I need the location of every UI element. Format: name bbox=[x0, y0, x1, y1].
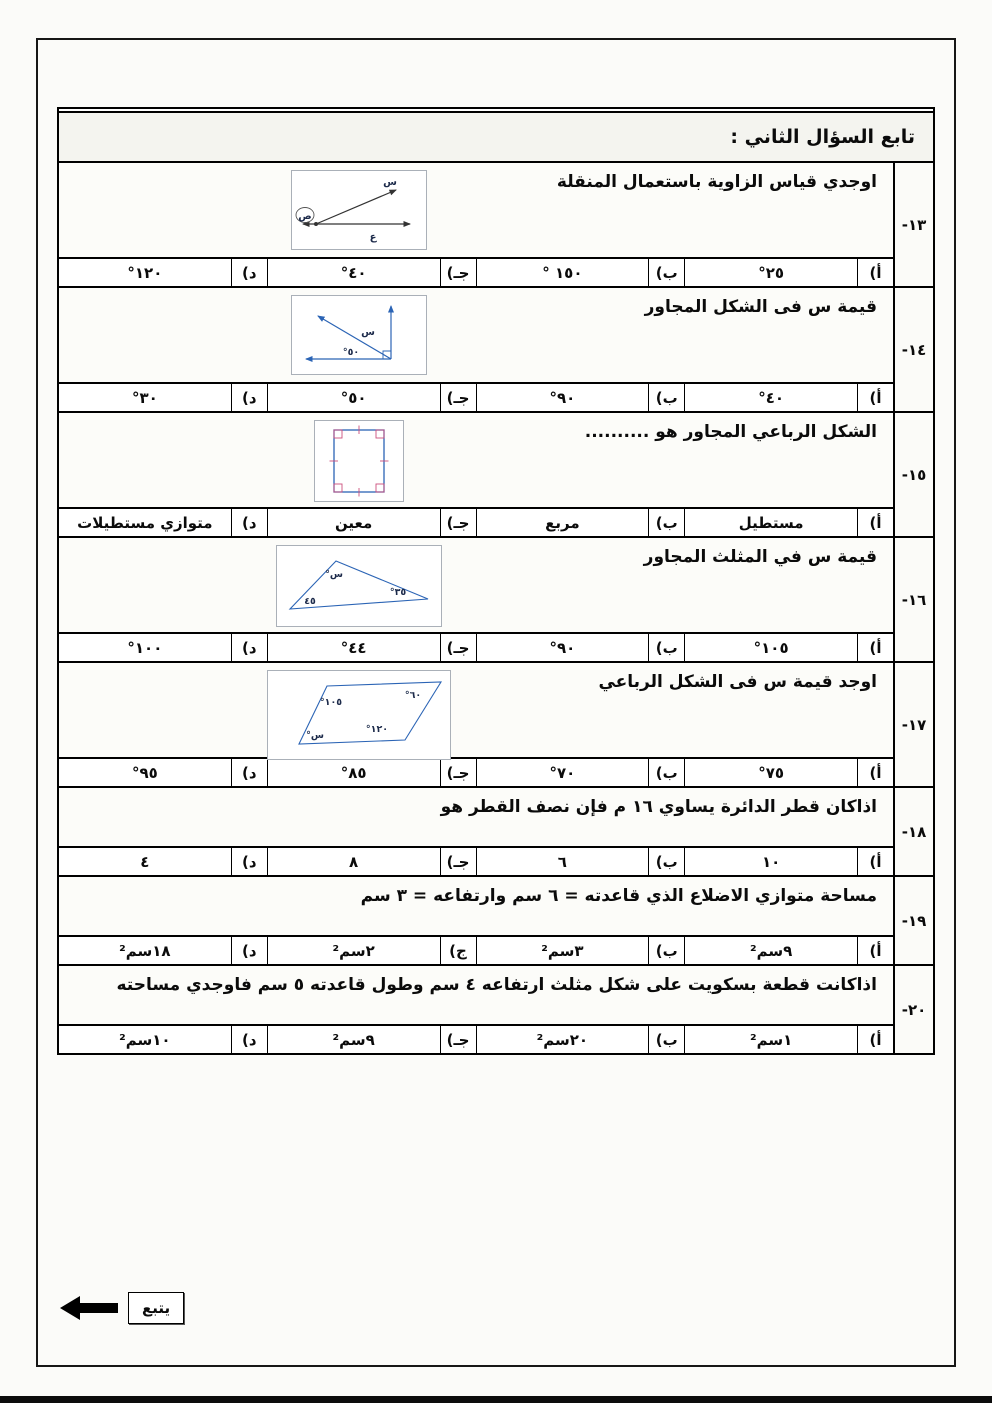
answer-option[interactable] bbox=[477, 759, 686, 786]
answer-option[interactable] bbox=[59, 634, 268, 661]
option-label: أ) bbox=[857, 937, 893, 964]
question-block bbox=[59, 538, 933, 663]
option-label: د) bbox=[231, 384, 267, 411]
option-label: أ) bbox=[857, 509, 893, 536]
answer-option[interactable] bbox=[477, 634, 686, 661]
question-text: اوجد قيمة س فى الشكل الرباعي bbox=[598, 672, 877, 692]
question-main bbox=[59, 663, 893, 786]
question-main bbox=[59, 966, 893, 1053]
svg-text:٤٥: ٤٥ bbox=[304, 596, 316, 607]
question-text: اوجدي قياس الزاوية باستعمال المنقلة bbox=[556, 172, 877, 192]
svg-text:°س: °س bbox=[325, 569, 343, 580]
question-main bbox=[59, 288, 893, 411]
question-body bbox=[59, 877, 893, 935]
option-value: ١٢٠° bbox=[127, 263, 163, 282]
exam-table bbox=[57, 107, 935, 1055]
option-label: د) bbox=[231, 937, 267, 964]
option-label: جـ) bbox=[440, 509, 476, 536]
svg-text:°س: °س bbox=[306, 730, 324, 741]
option-value: ٤٠° bbox=[758, 388, 785, 407]
option-value: مربع bbox=[545, 513, 580, 532]
option-label: د) bbox=[231, 259, 267, 286]
option-value: ٤٠° bbox=[340, 263, 367, 282]
option-label: د) bbox=[231, 509, 267, 536]
option-value: ٣سم² bbox=[541, 941, 584, 960]
answer-option[interactable] bbox=[477, 848, 686, 875]
option-value: ١٥٠ ° bbox=[542, 263, 583, 282]
question-body bbox=[59, 163, 893, 257]
question-diagram-angle-rays bbox=[291, 170, 427, 250]
question-body bbox=[59, 538, 893, 632]
answer-option[interactable] bbox=[685, 759, 893, 786]
option-label: ب) bbox=[648, 1026, 684, 1053]
question-diagram-angle-x bbox=[291, 295, 427, 375]
footer bbox=[60, 1292, 184, 1324]
svg-text:س: س bbox=[383, 177, 397, 188]
question-block bbox=[59, 788, 933, 877]
options-row bbox=[59, 382, 893, 411]
options-row bbox=[59, 757, 893, 786]
answer-option[interactable] bbox=[268, 384, 477, 411]
answer-option[interactable] bbox=[268, 634, 477, 661]
question-main bbox=[59, 163, 893, 286]
option-value: ١٠سم² bbox=[119, 1030, 171, 1049]
svg-text:°١٠٥: °١٠٥ bbox=[319, 697, 343, 708]
question-body bbox=[59, 288, 893, 382]
question-number: -١٣ bbox=[893, 163, 933, 286]
option-value: ٩٠° bbox=[549, 638, 576, 657]
answer-option[interactable] bbox=[685, 384, 893, 411]
option-value: ١٠٥° bbox=[753, 638, 789, 657]
question-block bbox=[59, 663, 933, 788]
options-row bbox=[59, 1024, 893, 1053]
question-diagram-triangle bbox=[276, 545, 442, 627]
option-value: ٧٠° bbox=[549, 763, 576, 782]
answer-option[interactable] bbox=[59, 759, 268, 786]
question-number: -١٤ bbox=[893, 288, 933, 411]
question-block bbox=[59, 163, 933, 288]
option-label: ب) bbox=[648, 848, 684, 875]
section-header bbox=[59, 113, 933, 163]
option-value: معين bbox=[334, 513, 373, 532]
option-label: أ) bbox=[857, 259, 893, 286]
answer-option[interactable] bbox=[268, 759, 477, 786]
question-body bbox=[59, 966, 893, 1024]
question-text: الشكل الرباعي المجاور هو .......... bbox=[584, 422, 877, 442]
option-label: جـ) bbox=[440, 384, 476, 411]
option-value: ٨ bbox=[349, 852, 359, 871]
option-value: ٩٥° bbox=[131, 763, 158, 782]
option-value: ٢سم² bbox=[332, 941, 375, 960]
option-label: أ) bbox=[857, 848, 893, 875]
question-block bbox=[59, 877, 933, 966]
question-text: اذاكان قطر الدائرة يساوي ١٦ م فإن نصف القطر هو bbox=[440, 797, 877, 817]
option-value: مستطيل bbox=[738, 513, 804, 532]
answer-option[interactable] bbox=[685, 259, 893, 286]
answer-option[interactable] bbox=[268, 509, 477, 536]
question-body bbox=[59, 413, 893, 507]
question-main bbox=[59, 413, 893, 536]
option-value: ١٠ bbox=[761, 852, 781, 871]
option-label: أ) bbox=[857, 759, 893, 786]
option-label: ب) bbox=[648, 384, 684, 411]
option-label: أ) bbox=[857, 634, 893, 661]
page-bottom-edge bbox=[0, 1396, 992, 1403]
answer-option[interactable] bbox=[59, 384, 268, 411]
options-row bbox=[59, 507, 893, 536]
answer-option[interactable] bbox=[685, 509, 893, 536]
svg-text:°١٢٠: °١٢٠ bbox=[365, 724, 389, 735]
option-value: ٧٥° bbox=[758, 763, 785, 782]
option-label: د) bbox=[231, 634, 267, 661]
answer-option[interactable] bbox=[268, 848, 477, 875]
option-label: د) bbox=[231, 848, 267, 875]
answer-option[interactable] bbox=[685, 848, 893, 875]
option-label: ج) bbox=[440, 937, 476, 964]
question-number: -١٩ bbox=[893, 877, 933, 964]
option-label: جـ) bbox=[440, 759, 476, 786]
option-value: ٤٤° bbox=[340, 638, 367, 657]
svg-text:°٦٠: °٦٠ bbox=[404, 690, 422, 701]
question-diagram-rectangle bbox=[314, 420, 404, 502]
svg-text:س: س bbox=[361, 327, 375, 338]
options-row bbox=[59, 632, 893, 661]
question-body bbox=[59, 788, 893, 846]
answer-option[interactable] bbox=[59, 1026, 268, 1053]
option-label: ب) bbox=[648, 937, 684, 964]
question-main bbox=[59, 788, 893, 875]
option-value: ٩سم² bbox=[750, 941, 793, 960]
option-label: جـ) bbox=[440, 259, 476, 286]
question-block bbox=[59, 288, 933, 413]
option-label: ب) bbox=[648, 759, 684, 786]
question-number: -١٥ bbox=[893, 413, 933, 536]
options-row bbox=[59, 935, 893, 964]
question-diagram-quadrilateral bbox=[267, 670, 451, 760]
option-value: متوازي مستطيلات bbox=[77, 513, 213, 532]
option-label: ب) bbox=[648, 509, 684, 536]
question-main bbox=[59, 877, 893, 964]
option-label: جـ) bbox=[440, 634, 476, 661]
option-label: د) bbox=[231, 1026, 267, 1053]
svg-text:ع: ع bbox=[369, 232, 377, 243]
option-label: جـ) bbox=[440, 848, 476, 875]
answer-option[interactable] bbox=[477, 937, 686, 964]
answer-option[interactable] bbox=[477, 509, 686, 536]
left-arrow-icon bbox=[60, 1295, 118, 1321]
option-label: ب) bbox=[648, 634, 684, 661]
option-label: ب) bbox=[648, 259, 684, 286]
question-number: -١٧ bbox=[893, 663, 933, 786]
continue-label: يتبع bbox=[128, 1292, 184, 1324]
question-text: قيمة س فى الشكل المجاور bbox=[644, 297, 877, 317]
option-value: ١سم² bbox=[750, 1030, 793, 1049]
answer-option[interactable] bbox=[59, 509, 268, 536]
option-label: أ) bbox=[857, 384, 893, 411]
question-text: اذاكانت قطعة بسكويت على شكل مثلث ارتفاعه ٤ سم وطول قاعدته ٥ سم فاوجدي مساحته bbox=[116, 975, 877, 995]
answer-option[interactable] bbox=[268, 1026, 477, 1053]
option-value: ٥٠° bbox=[340, 388, 367, 407]
question-number: -١٦ bbox=[893, 538, 933, 661]
question-text: مساحة متوازي الاضلاع الذي قاعدته = ٦ سم وارتفاعه = ٣ سم bbox=[360, 886, 877, 906]
question-body bbox=[59, 663, 893, 757]
options-row bbox=[59, 846, 893, 875]
answer-option[interactable] bbox=[685, 1026, 893, 1053]
question-text: قيمة س في المثلث المجاور bbox=[643, 547, 877, 567]
option-value: ٢٥° bbox=[758, 263, 785, 282]
option-label: أ) bbox=[857, 1026, 893, 1053]
answer-option[interactable] bbox=[268, 259, 477, 286]
option-value: ٩سم² bbox=[332, 1030, 375, 1049]
question-block bbox=[59, 413, 933, 538]
option-value: ٦ bbox=[557, 852, 567, 871]
option-value: ٤ bbox=[140, 852, 150, 871]
svg-text:°٣٥: °٣٥ bbox=[389, 587, 407, 598]
answer-option[interactable] bbox=[685, 937, 893, 964]
svg-text:°٥٠: °٥٠ bbox=[342, 347, 360, 358]
question-number: -٢٠ bbox=[893, 966, 933, 1053]
option-label: جـ) bbox=[440, 1026, 476, 1053]
option-value: ١٠٠° bbox=[127, 638, 163, 657]
question-number: -١٨ bbox=[893, 788, 933, 875]
option-value: ٨٥° bbox=[340, 763, 367, 782]
options-row bbox=[59, 257, 893, 286]
answer-option[interactable] bbox=[477, 384, 686, 411]
option-label: د) bbox=[231, 759, 267, 786]
answer-option[interactable] bbox=[59, 848, 268, 875]
question-main bbox=[59, 538, 893, 661]
option-value: ٩٠° bbox=[549, 388, 576, 407]
section-title: تابع السؤال الثاني : bbox=[730, 126, 915, 148]
answer-option[interactable] bbox=[59, 259, 268, 286]
answer-option[interactable] bbox=[59, 937, 268, 964]
answer-option[interactable] bbox=[477, 1026, 686, 1053]
option-value: ٢٠سم² bbox=[536, 1030, 589, 1049]
question-block bbox=[59, 966, 933, 1053]
answer-option[interactable] bbox=[477, 259, 686, 286]
option-value: ٣٠° bbox=[131, 388, 158, 407]
option-value: ١٨سم² bbox=[119, 941, 171, 960]
answer-option[interactable] bbox=[685, 634, 893, 661]
questions-list bbox=[59, 163, 933, 1053]
svg-text:ص: ص bbox=[298, 211, 312, 222]
answer-option[interactable] bbox=[268, 937, 477, 964]
